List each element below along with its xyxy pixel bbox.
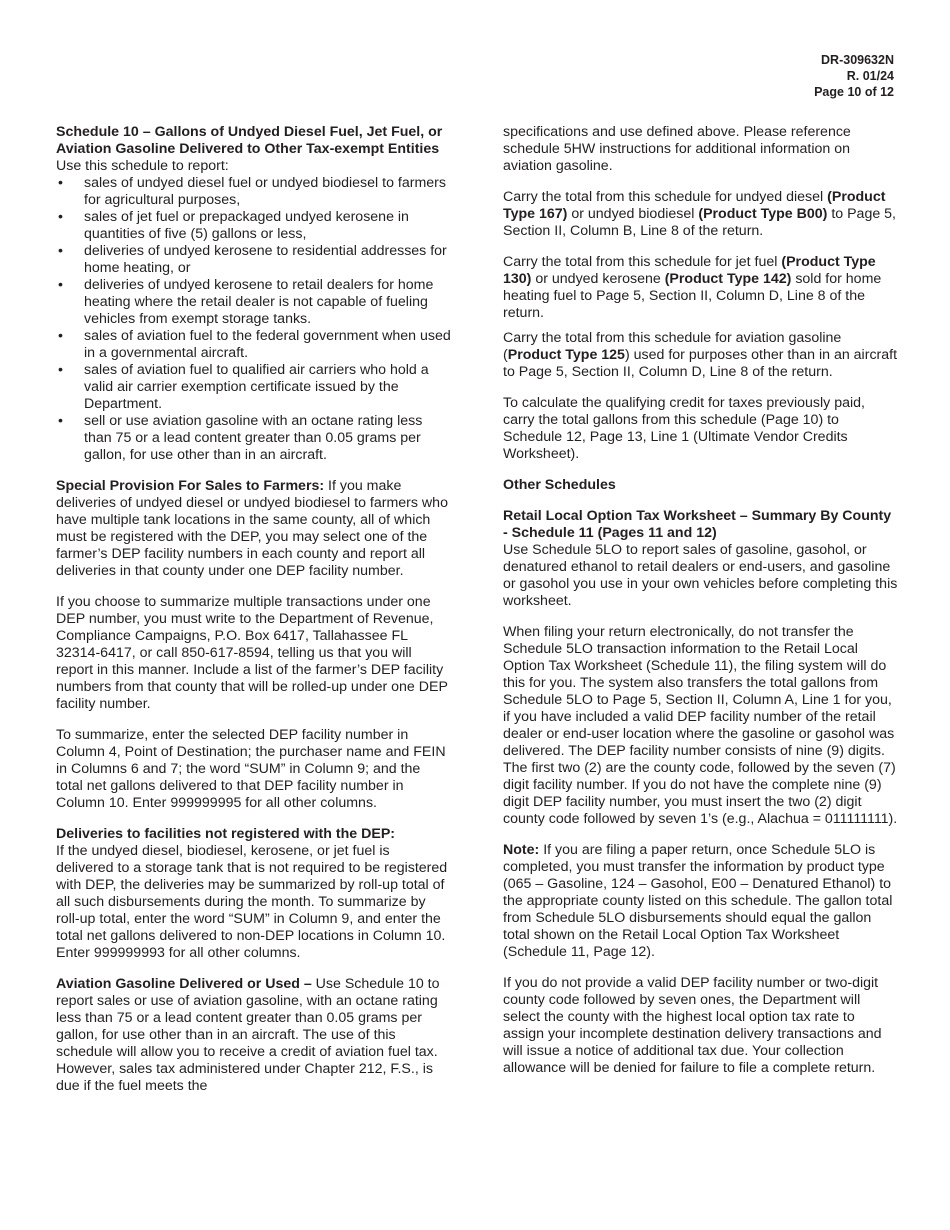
page-header xyxy=(814,52,894,100)
list-item: • sales of aviation fuel to the federal government when used in a governmental aircraft. xyxy=(56,328,451,362)
farmers-provision-label: Special Provision For Sales to Farmers: xyxy=(56,478,325,494)
non-dep-text: If the undyed diesel, biodiesel, kerosene, or jet fuel is delivered to a storage tank that is not required to be registered with DEP, the deliveries may be summarized by roll-up total of all such disbursements during the month. To summarize by roll-up total, enter the word “SUM” in Column 9, and enter the total net gallons delivered to non-DEP locations in Column 10. Enter 999999993 for all other columns. xyxy=(56,843,448,961)
right-column xyxy=(503,124,898,1091)
carry-aviation-text-2: ) used for purposes other than in an aircraft to Page 5, Section II, Column D, Line 8 of the return. xyxy=(503,347,898,380)
list-item: • sell or use aviation gasoline with an octane rating less than 75 or a lead content greater than 0.05 grams per gallon, for use other than in an aircraft. xyxy=(56,413,451,464)
other-schedules-heading xyxy=(503,477,898,494)
list-item: • sales of jet fuel or prepackaged undyed kerosene in quantities of five (5) gallons or less, xyxy=(56,209,451,243)
electronic-filing-paragraph: When filing your return electronically, do not transfer the Schedule 5LO transaction information to the Retail Local Option Tax Worksheet (Schedule 11), the filing system will do this for you. The system also transfers the total gallons from Schedule 5LO to Page 5, Section II, Column A, Line 1 for you, if you have included a valid DEP facility number of the retail dealer or end-user location where the gasoline or gasohol was delivered. The DEP facility number consists of nine (9) digits. The first two (2) are the county code, followed by the seven (7) digit facility number. If you do not have the complete nine (9) digit DEP facility number, you must insert the two (2) digit county code followed by seven 1’s (e.g., Alachua = 011111111). xyxy=(503,624,898,827)
form-number: DR-309632N xyxy=(821,53,894,67)
carry-jet-text-2: or undyed kerosene xyxy=(531,271,665,287)
carry-diesel-text-3: to Page 5, Section II, Column B, Line 8 of the return. xyxy=(503,206,896,239)
non-dep-paragraph xyxy=(56,826,451,962)
aviation-gasoline-paragraph xyxy=(56,976,451,1095)
product-type-142: (Product Type 142) xyxy=(664,271,792,287)
list-item: • sales of undyed diesel fuel or undyed biodiesel to farmers for agricultural purposes, xyxy=(56,175,451,209)
credit-paragraph: To calculate the qualifying credit for taxes previously paid, carry the total gallons from this schedule (Page 10) to Schedule 12, Page 13, Line 1 (Ultimate Vendor Credits Worksheet). xyxy=(503,395,865,462)
aviation-gasoline-text: Use Schedule 10 to report sales or use of aviation gasoline, with an octane rating less than 75 or a lead content greater than 0.05 grams per gallon, for use other than in an aircraft. The use of this schedule will allow you to receive a credit of aviation fuel tax. However, sales tax administered under Chapter 212, F.S., is due if the fuel meets the xyxy=(56,976,440,1094)
farmers-provision-text: If you make deliveries of undyed diesel or undyed biodiesel to farmers who have multiple tank locations in the same county, all of which must be registered with the DEP, you may select one of the farmer’s DEP facility numbers in each county and report all deliveries in that county under one DEP facility number. xyxy=(56,478,448,579)
carry-aviation-paragraph xyxy=(503,330,898,381)
retail-local-option-text: Use Schedule 5LO to report sales of gasoline, gasohol, or denatured ethanol to retail dealers or end-users, and gasoline or gasohol you use in your own vehicles before completing this worksheet. xyxy=(503,542,898,609)
note-label: Note: xyxy=(503,842,540,858)
list-item: • sales of aviation fuel to qualified air carriers who hold a valid air carrier exemption certificate issued by the Department. xyxy=(56,362,451,413)
left-column xyxy=(56,124,451,1109)
aviation-continued-paragraph: specifications and use defined above. Please reference schedule 5HW instructions for additional information on aviation gasoline. xyxy=(503,124,851,174)
retail-local-option-paragraph xyxy=(503,508,898,610)
carry-aviation-text-1: Carry the total from this schedule for aviation gasoline ( xyxy=(503,330,842,363)
product-type-167: (Product Type 167) xyxy=(503,189,886,222)
product-type-125: Product Type 125 xyxy=(507,347,625,363)
list-item: • deliveries of undyed kerosene to residential addresses for home heating, or xyxy=(56,243,451,277)
summarize-request-paragraph: If you choose to summarize multiple transactions under one DEP number, you must write to the Department of Revenue, Compliance Campaigns, P.O. Box 6417, Tallahassee FL 32314-6417, or call 850-617-8594, telling us that you will report in this manner. Include a list of the farmer’s DEP facility numbers from that county that will be rolled-up under one DEP facility number. xyxy=(56,594,448,712)
note-text: If you are filing a paper return, once Schedule 5LO is completed, you must transfer the information by product type (065 – Gasoline, 124 – Gasohol, E00 – Denatured Ethanol) to the appropriate county listed on this schedule. The gallon total from Schedule 5LO disbursements should equal the gallon total shown on the Retail Local Option Tax Worksheet (Schedule 11, Page 12). xyxy=(503,842,893,960)
summarize-instructions-paragraph: To summarize, enter the selected DEP facility number in Column 4, Point of Destination; the purchaser name and FEIN in Columns 6 and 7; the word “SUM” in Column 9; and the total net gallons delivered to that DEP facility number in Column 10. Enter 999999995 for all other columns. xyxy=(56,727,446,811)
schedule-10-intro: Use this schedule to report: xyxy=(56,158,229,174)
incomplete-dep-paragraph: If you do not provide a valid DEP facility number or two-digit county code followed by seven ones, the Department will select the county with the highest local option tax rate to assign your incomplete destination delivery transactions and will issue a notice of additional tax due. Your collection allowance will be denied for failure to file a complete return. xyxy=(503,975,882,1076)
non-dep-heading: Deliveries to facilities not registered with the DEP: xyxy=(56,826,396,842)
retail-local-option-heading: Retail Local Option Tax Worksheet – Summary By County - Schedule 11 (Pages 11 and 12) xyxy=(503,508,892,541)
list-item: • deliveries of undyed kerosene to retail dealers for home heating where the retail dealer is not capable of fueling vehicles from exempt storage tanks. xyxy=(56,277,451,328)
page-number: Page 10 of 12 xyxy=(814,85,894,99)
aviation-gasoline-label: Aviation Gasoline Delivered or Used – xyxy=(56,976,312,992)
carry-jet-fuel-paragraph xyxy=(503,254,898,322)
carry-jet-text-1: Carry the total from this schedule for jet fuel xyxy=(503,254,782,270)
carry-diesel-text-2: or undyed biodiesel xyxy=(567,206,699,222)
product-type-b00: (Product Type B00) xyxy=(698,206,828,222)
product-type-130: (Product Type 130) xyxy=(503,254,876,287)
note-paragraph xyxy=(503,842,898,961)
carry-diesel-text-1: Carry the total from this schedule for undyed diesel xyxy=(503,189,828,205)
carry-diesel-paragraph xyxy=(503,189,898,240)
carry-jet-text-3: sold for home heating fuel to Page 5, Section II, Column D, Line 8 of the return. xyxy=(503,271,882,321)
farmers-provision-paragraph xyxy=(56,478,451,580)
schedule-10-bullet-list xyxy=(56,175,451,464)
other-schedules-title: Other Schedules xyxy=(503,477,616,493)
schedule-10-heading: Schedule 10 – Gallons of Undyed Diesel Fuel, Jet Fuel, or Aviation Gasoline Delivered to Other Tax-exempt Entities xyxy=(56,124,443,157)
form-revision: R. 01/24 xyxy=(846,69,894,83)
